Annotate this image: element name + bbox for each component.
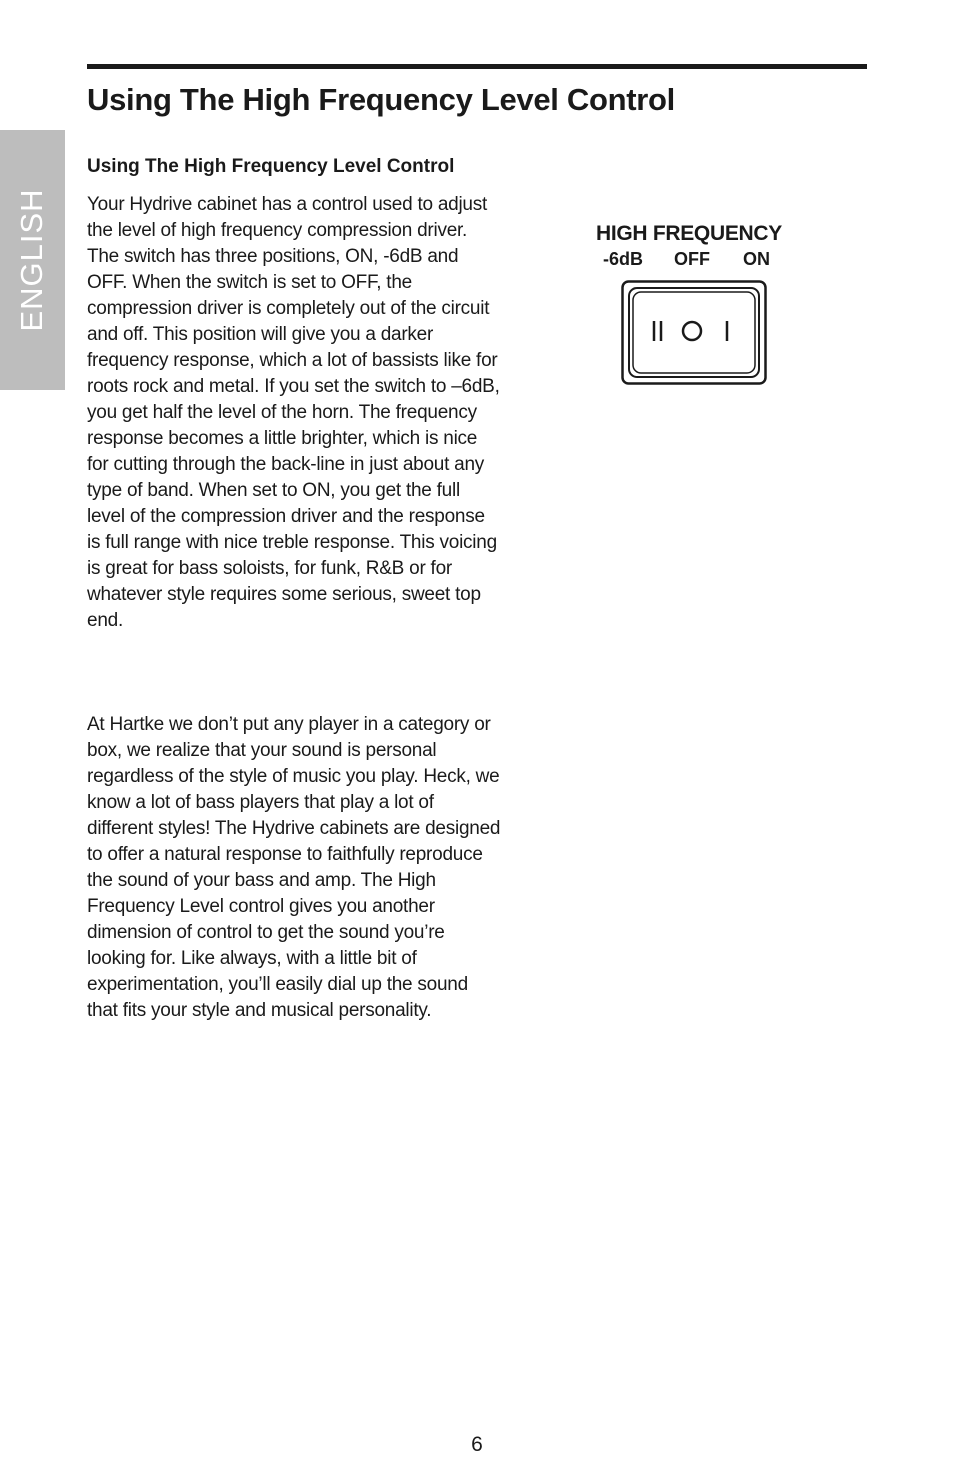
rocker-switch bbox=[621, 280, 767, 385]
language-tab-label: ENGLISH bbox=[14, 188, 49, 332]
body-paragraph-2: At Hartke we don’t put any player in a category or box, we realize that your sound is personal regardless of the style of music you play. Heck, we know a lot of bass players that play a lot of different styles! The Hydrive cabinets are designed to offer a natural response to faithfully reproduce the sound of your bass and amp. The High Frequency Level control gives you another dimension of control to get the sound you’re looking for. Like always, with a little bit of experimentation, you’ll easily dial up the sound that fits your style and musical personality. bbox=[87, 714, 501, 1021]
page-number: 6 bbox=[471, 1433, 483, 1456]
switch-position-off-label: OFF bbox=[674, 249, 710, 269]
section-heading: Using The High Frequency Level Control bbox=[87, 156, 455, 177]
switch-title: HIGH FREQUENCY bbox=[596, 222, 782, 245]
language-tab bbox=[0, 130, 65, 390]
high-frequency-switch-figure bbox=[596, 222, 796, 392]
header-rule bbox=[87, 64, 867, 69]
switch-face bbox=[633, 292, 755, 373]
switch-position-on-label: ON bbox=[743, 249, 770, 269]
page-title: Using The High Frequency Level Control bbox=[87, 82, 675, 117]
body-paragraph-1: Your Hydrive cabinet has a control used to adjust the level of high frequency compression driver. The switch has three positions, ON, -6dB and OFF. When the switch is set to OFF, the compression driver is completely out of the circuit and off. This position will give you a darker frequency response, which a lot of bassists like for roots rock and metal. If you set the switch to –6dB, you get half the level of the horn. The frequency response becomes a little brighter, which is nice for cutting through the back-line in just about any type of band. When set to ON, you get the full level of the compression driver and the response is full range with nice treble response. This voicing is great for bass soloists, for funk, R&B or for whatever style requires some serious, sweet top end. bbox=[87, 194, 500, 631]
switch-position-minus-6db-label: -6dB bbox=[603, 249, 643, 269]
